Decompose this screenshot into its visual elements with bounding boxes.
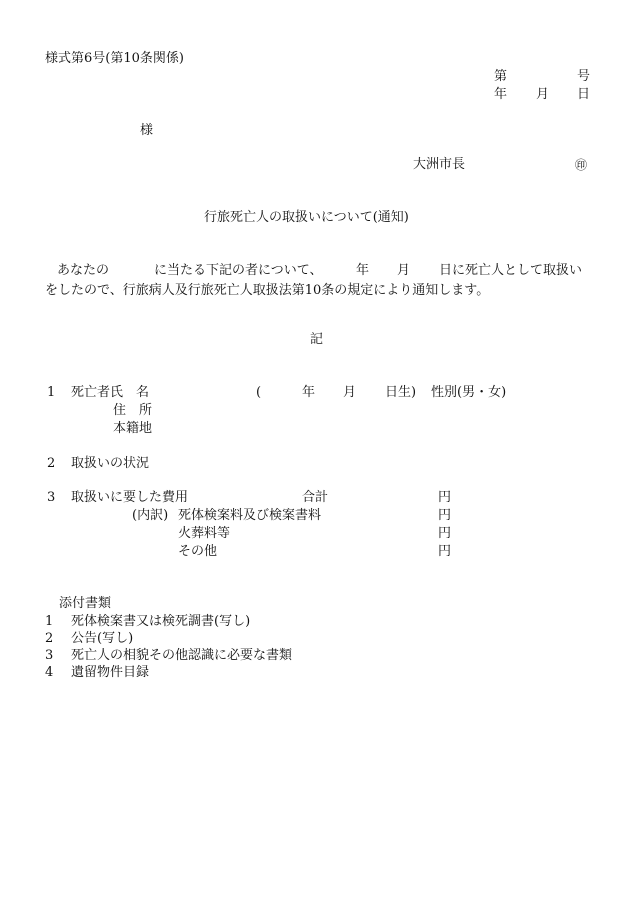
number-suffix: 号 [577, 69, 591, 84]
attachment-text: 公告(写し) [71, 631, 134, 646]
item2-number: 2 [47, 456, 56, 471]
date-day: 日 [577, 87, 591, 102]
item3-breakdown-label: (内訳) [132, 508, 169, 523]
item3-total-yen: 円 [438, 490, 452, 505]
date-month: 月 [536, 87, 550, 102]
body-line1-month: 月 [397, 263, 411, 278]
item3-row-label: その他 [178, 544, 218, 559]
seal-mark: ㊞ [575, 158, 588, 172]
ki-heading: 記 [310, 332, 324, 347]
attachment-number: 3 [45, 648, 54, 663]
item3-total-label: 合計 [302, 490, 329, 505]
body-line1-b: に当たる下記の者について、 [154, 263, 323, 278]
body-line1-c: 日に死亡人として取扱い [439, 263, 583, 278]
item3-row-yen: 円 [438, 526, 452, 541]
item1-birth-year: 年 [302, 385, 316, 400]
sender-name: 大洲市長 [413, 157, 466, 172]
item1-sex: 性別(男・女) [431, 385, 507, 400]
item1-address-label: 住 所 [113, 403, 153, 418]
item1-name-label: 死亡者氏 名 [71, 385, 150, 400]
number-prefix: 第 [494, 69, 508, 84]
item3-number: 3 [47, 490, 56, 505]
item1-birth-day: 日生) [385, 385, 417, 400]
attachment-number: 1 [45, 614, 54, 629]
body-line1-a: あなたの [57, 263, 110, 278]
addressee-honorific: 様 [140, 123, 154, 138]
item1-paren-open: ( [256, 385, 262, 400]
item1-number: 1 [47, 385, 56, 400]
date-year: 年 [494, 87, 508, 102]
body-line1-year: 年 [356, 263, 370, 278]
attachment-text: 死体検案書又は検死調書(写し) [71, 614, 251, 629]
attachment-number: 2 [45, 631, 54, 646]
form-id: 様式第6号(第10条関係) [45, 51, 184, 66]
attachment-text: 遺留物件目録 [71, 665, 150, 680]
item3-label: 取扱いに要した費用 [71, 490, 189, 505]
item3-row-yen: 円 [438, 544, 452, 559]
item3-row-yen: 円 [438, 508, 452, 523]
item1-birth-month: 月 [343, 385, 357, 400]
item3-row-label: 死体検案料及び検案書料 [178, 508, 322, 523]
attachment-number: 4 [45, 665, 54, 680]
attachment-text: 死亡人の相貌その他認識に必要な書類 [71, 648, 293, 663]
item1-domicile-label: 本籍地 [113, 421, 153, 436]
document-title: 行旅死亡人の取扱いについて(通知) [204, 210, 409, 225]
body-line2: をしたので、行旅病人及行旅死亡人取扱法第10条の規定により通知します。 [45, 283, 490, 298]
attachments-heading: 添付書類 [59, 596, 112, 611]
item2-label: 取扱いの状況 [71, 456, 150, 471]
item3-row-label: 火葬料等 [178, 526, 231, 541]
